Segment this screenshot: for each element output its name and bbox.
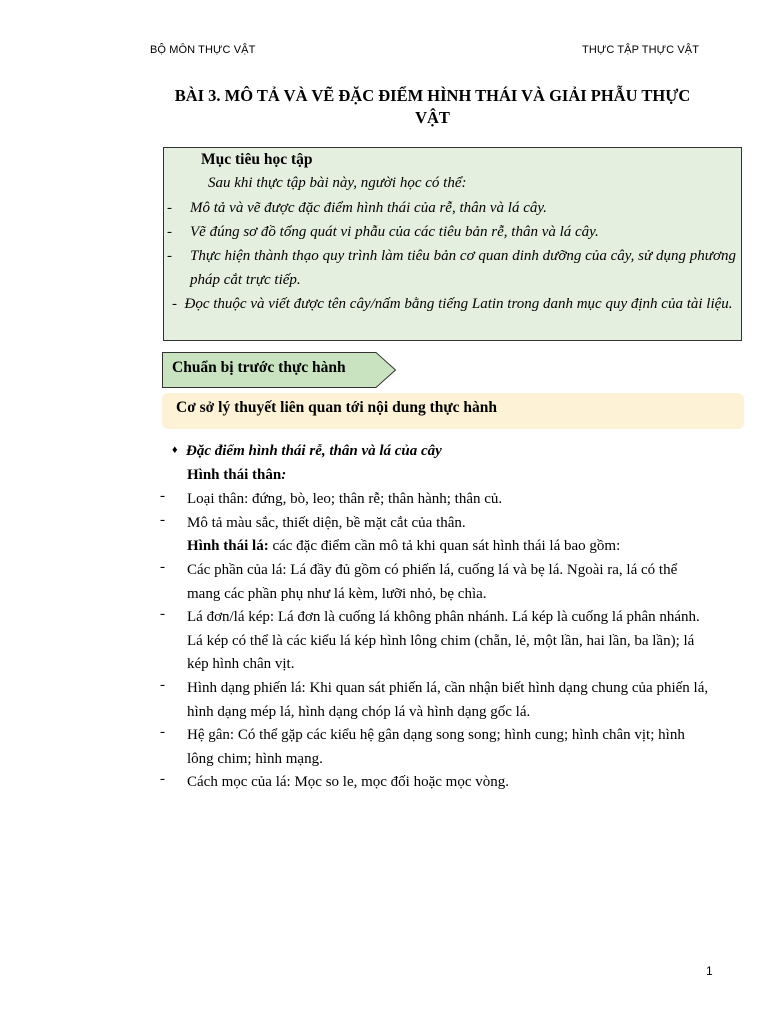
- list-dash: -: [160, 606, 165, 622]
- objective-text: Mô tả và vẽ được đặc điểm hình thái của rễ, thân và lá cây.: [190, 200, 547, 216]
- leaf-item: Lá đơn/lá kép: Lá đơn là cuống lá không phân nhánh. Lá kép là cuống lá phân nhánh. Lá kép có thể là các kiểu lá kép hình lông chim (chẵn, lẻ, một lần, hai lần, ba lần); lá kép hình chân vịt.: [187, 609, 700, 672]
- list-dash: -: [160, 559, 165, 575]
- list-dash: -: [160, 677, 165, 693]
- theory-label: Cơ sở lý thuyết liên quan tới nội dung thực hành: [176, 399, 498, 416]
- objectives-box: [163, 147, 742, 341]
- stem-heading: Hình thái thân:: [187, 467, 287, 483]
- leaf-item: Cách mọc của lá: Mọc so le, mọc đối hoặc mọc vòng.: [187, 774, 509, 790]
- leaf-item: Hình dạng phiến lá: Khi quan sát phiến lá, cần nhận biết hình dạng chung của phiến lá, hình dạng mép lá, hình dạng chóp lá và hình dạng gốc lá.: [187, 680, 709, 720]
- diamond-bullet-icon: ♦: [172, 444, 178, 456]
- objectives-intro: Sau khi thực tập bài này, người học có thể:: [208, 175, 467, 191]
- list-dash: -: [167, 248, 172, 264]
- objective-text: - Đọc thuộc và viết được tên cây/nấm bằng tiếng Latin trong danh mục quy định của tài liệu.: [172, 296, 733, 312]
- objective-text: Thực hiện thành thạo quy trình làm tiêu bản cơ quan dinh dưỡng của cây, sử dụng phương pháp cắt trực tiếp.: [190, 248, 736, 288]
- header-course: THỰC TẬP THỰC VẬT: [582, 44, 700, 56]
- leaf-heading-line: Hình thái lá: các đặc điểm cần mô tả khi quan sát hình thái lá bao gồm:: [187, 538, 621, 554]
- list-dash: -: [167, 224, 172, 240]
- stem-item: Loại thân: đứng, bò, leo; thân rễ; thân hành; thân củ.: [187, 491, 503, 507]
- page-number: 1: [706, 964, 713, 978]
- objectives-heading: Mục tiêu học tập: [201, 151, 313, 168]
- leaf-item: Hệ gân: Có thể gặp các kiểu hệ gân dạng song song; hình cung; hình chân vịt; hình lông chim; hình mạng.: [187, 727, 685, 767]
- prep-label: Chuẩn bị trước thực hành: [172, 359, 346, 376]
- list-dash: -: [160, 771, 165, 787]
- stem-item: Mô tả màu sắc, thiết diện, bề mặt cắt của thân.: [187, 515, 466, 531]
- list-dash: -: [160, 724, 165, 740]
- section-title: Đặc điểm hình thái rễ, thân và lá của cây: [186, 443, 442, 459]
- list-dash: -: [160, 512, 165, 528]
- list-dash: -: [160, 488, 165, 504]
- page-title: BÀI 3. MÔ TẢ VÀ VẼ ĐẶC ĐIỂM HÌNH THÁI VÀ GIẢI PHẪU THỰC VẬT: [174, 86, 691, 127]
- header-department: BỘ MÔN THỰC VẬT: [150, 44, 256, 56]
- list-dash: -: [167, 200, 172, 216]
- leaf-item: Các phần của lá: Lá đầy đủ gồm có phiến lá, cuống lá và bẹ lá. Ngoài ra, lá có thể mang các phần phụ như lá kèm, lưỡi nhỏ, bẹ chìa.: [187, 562, 678, 602]
- objective-text: Vẽ đúng sơ đồ tổng quát vi phẫu của các tiêu bản rễ, thân và lá cây.: [190, 224, 599, 240]
